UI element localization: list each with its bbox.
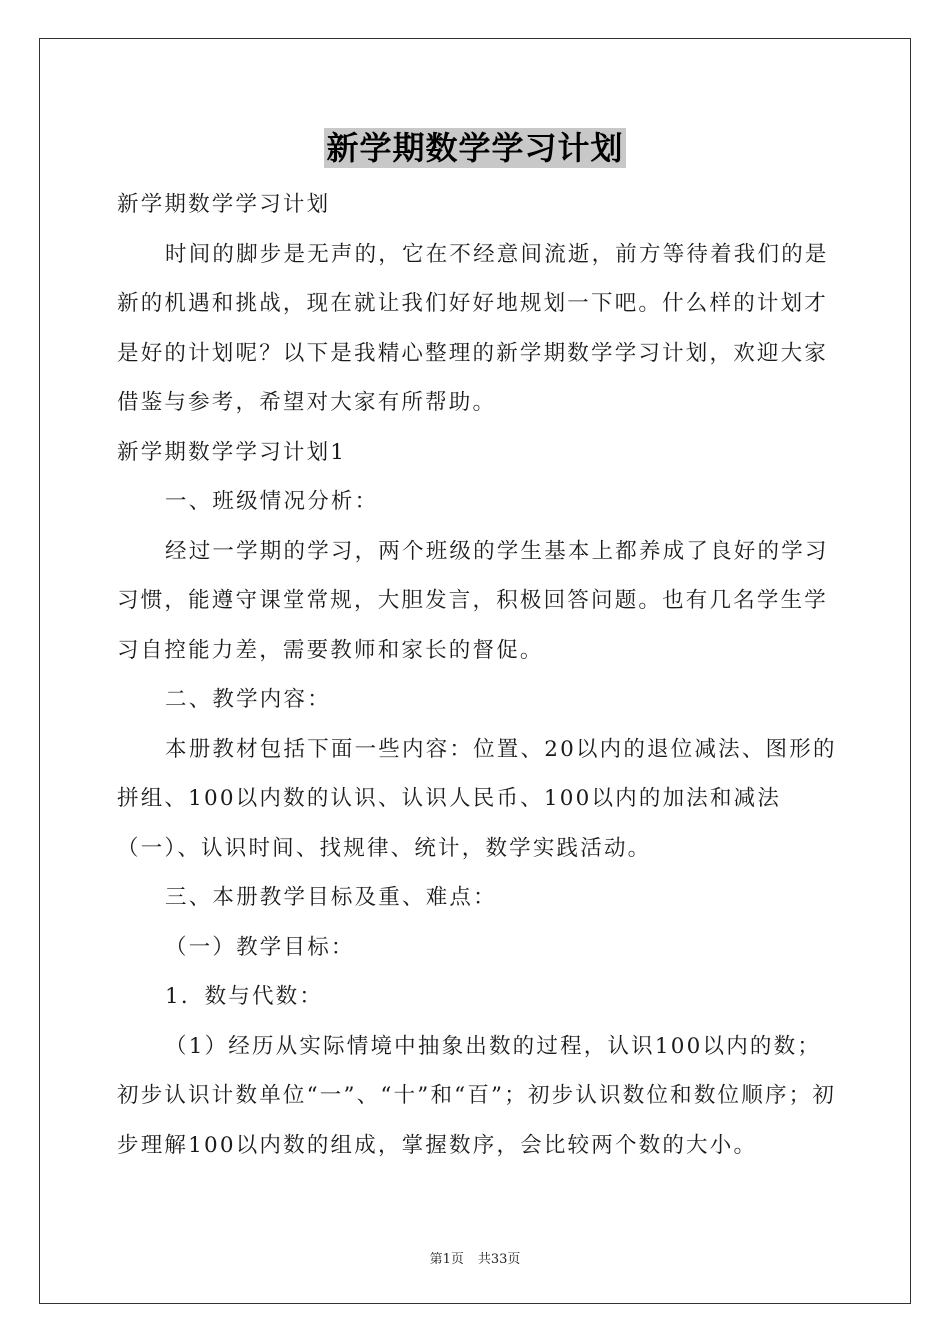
heading-teaching-content: 二、教学内容： (165, 687, 331, 712)
intro-paragraph: 时间的脚步是无声的，它在不经意间流逝，前方等待着我们的是新的机遇和挑战，现在就让我们好好地规划一下吧。什么样的计划才是好的计划呢？以下是我精心整理的新学期数学学习计划，欢迎大家借鉴与参考，希望对大家有所帮助。 (117, 241, 829, 415)
heading-class-analysis: 一、班级情况分析： (165, 489, 379, 514)
document-title: 新学期数学学习计划 (326, 129, 624, 167)
heading-teaching-goals: 三、本册教学目标及重、难点： (165, 885, 497, 910)
document-body (117, 180, 837, 1170)
numbers-algebra-paragraph: （1）经历从实际情境中抽象出数的过程，认识100以内的数；初步认识计数单位“一”、“十”和“百”；初步认识数位和数位顺序；初步理解100以内数的组成，掌握数序，会比较两个数的大小。 (117, 1033, 837, 1158)
teaching-content-paragraph: 本册教材包括下面一些内容：位置、20以内的退位减法、图形的拼组、100以内数的认识、认识人民币、100以内的加法和减法（一）、认识时间、找规律、统计，数学实践活动。 (117, 736, 837, 861)
page-footer (0, 1248, 950, 1267)
title-container (0, 128, 950, 168)
subheading-goals: （一）教学目标： (165, 934, 355, 960)
section-heading-plan-1: 新学期数学学习计划1 (117, 439, 347, 465)
item-numbers-algebra: 1．数与代数： (165, 984, 324, 1009)
class-analysis-paragraph: 经过一学期的学习，两个班级的学生基本上都养成了良好的学习习惯，能遵守课堂常规，大胆发言，积极回答问题。也有几名学生学习自控能力差，需要教师和家长的督促。 (117, 538, 829, 663)
subtitle-line: 新学期数学学习计划 (117, 192, 331, 217)
page-total: 共33页 (477, 1252, 521, 1267)
page-number: 第1页 (429, 1252, 464, 1267)
